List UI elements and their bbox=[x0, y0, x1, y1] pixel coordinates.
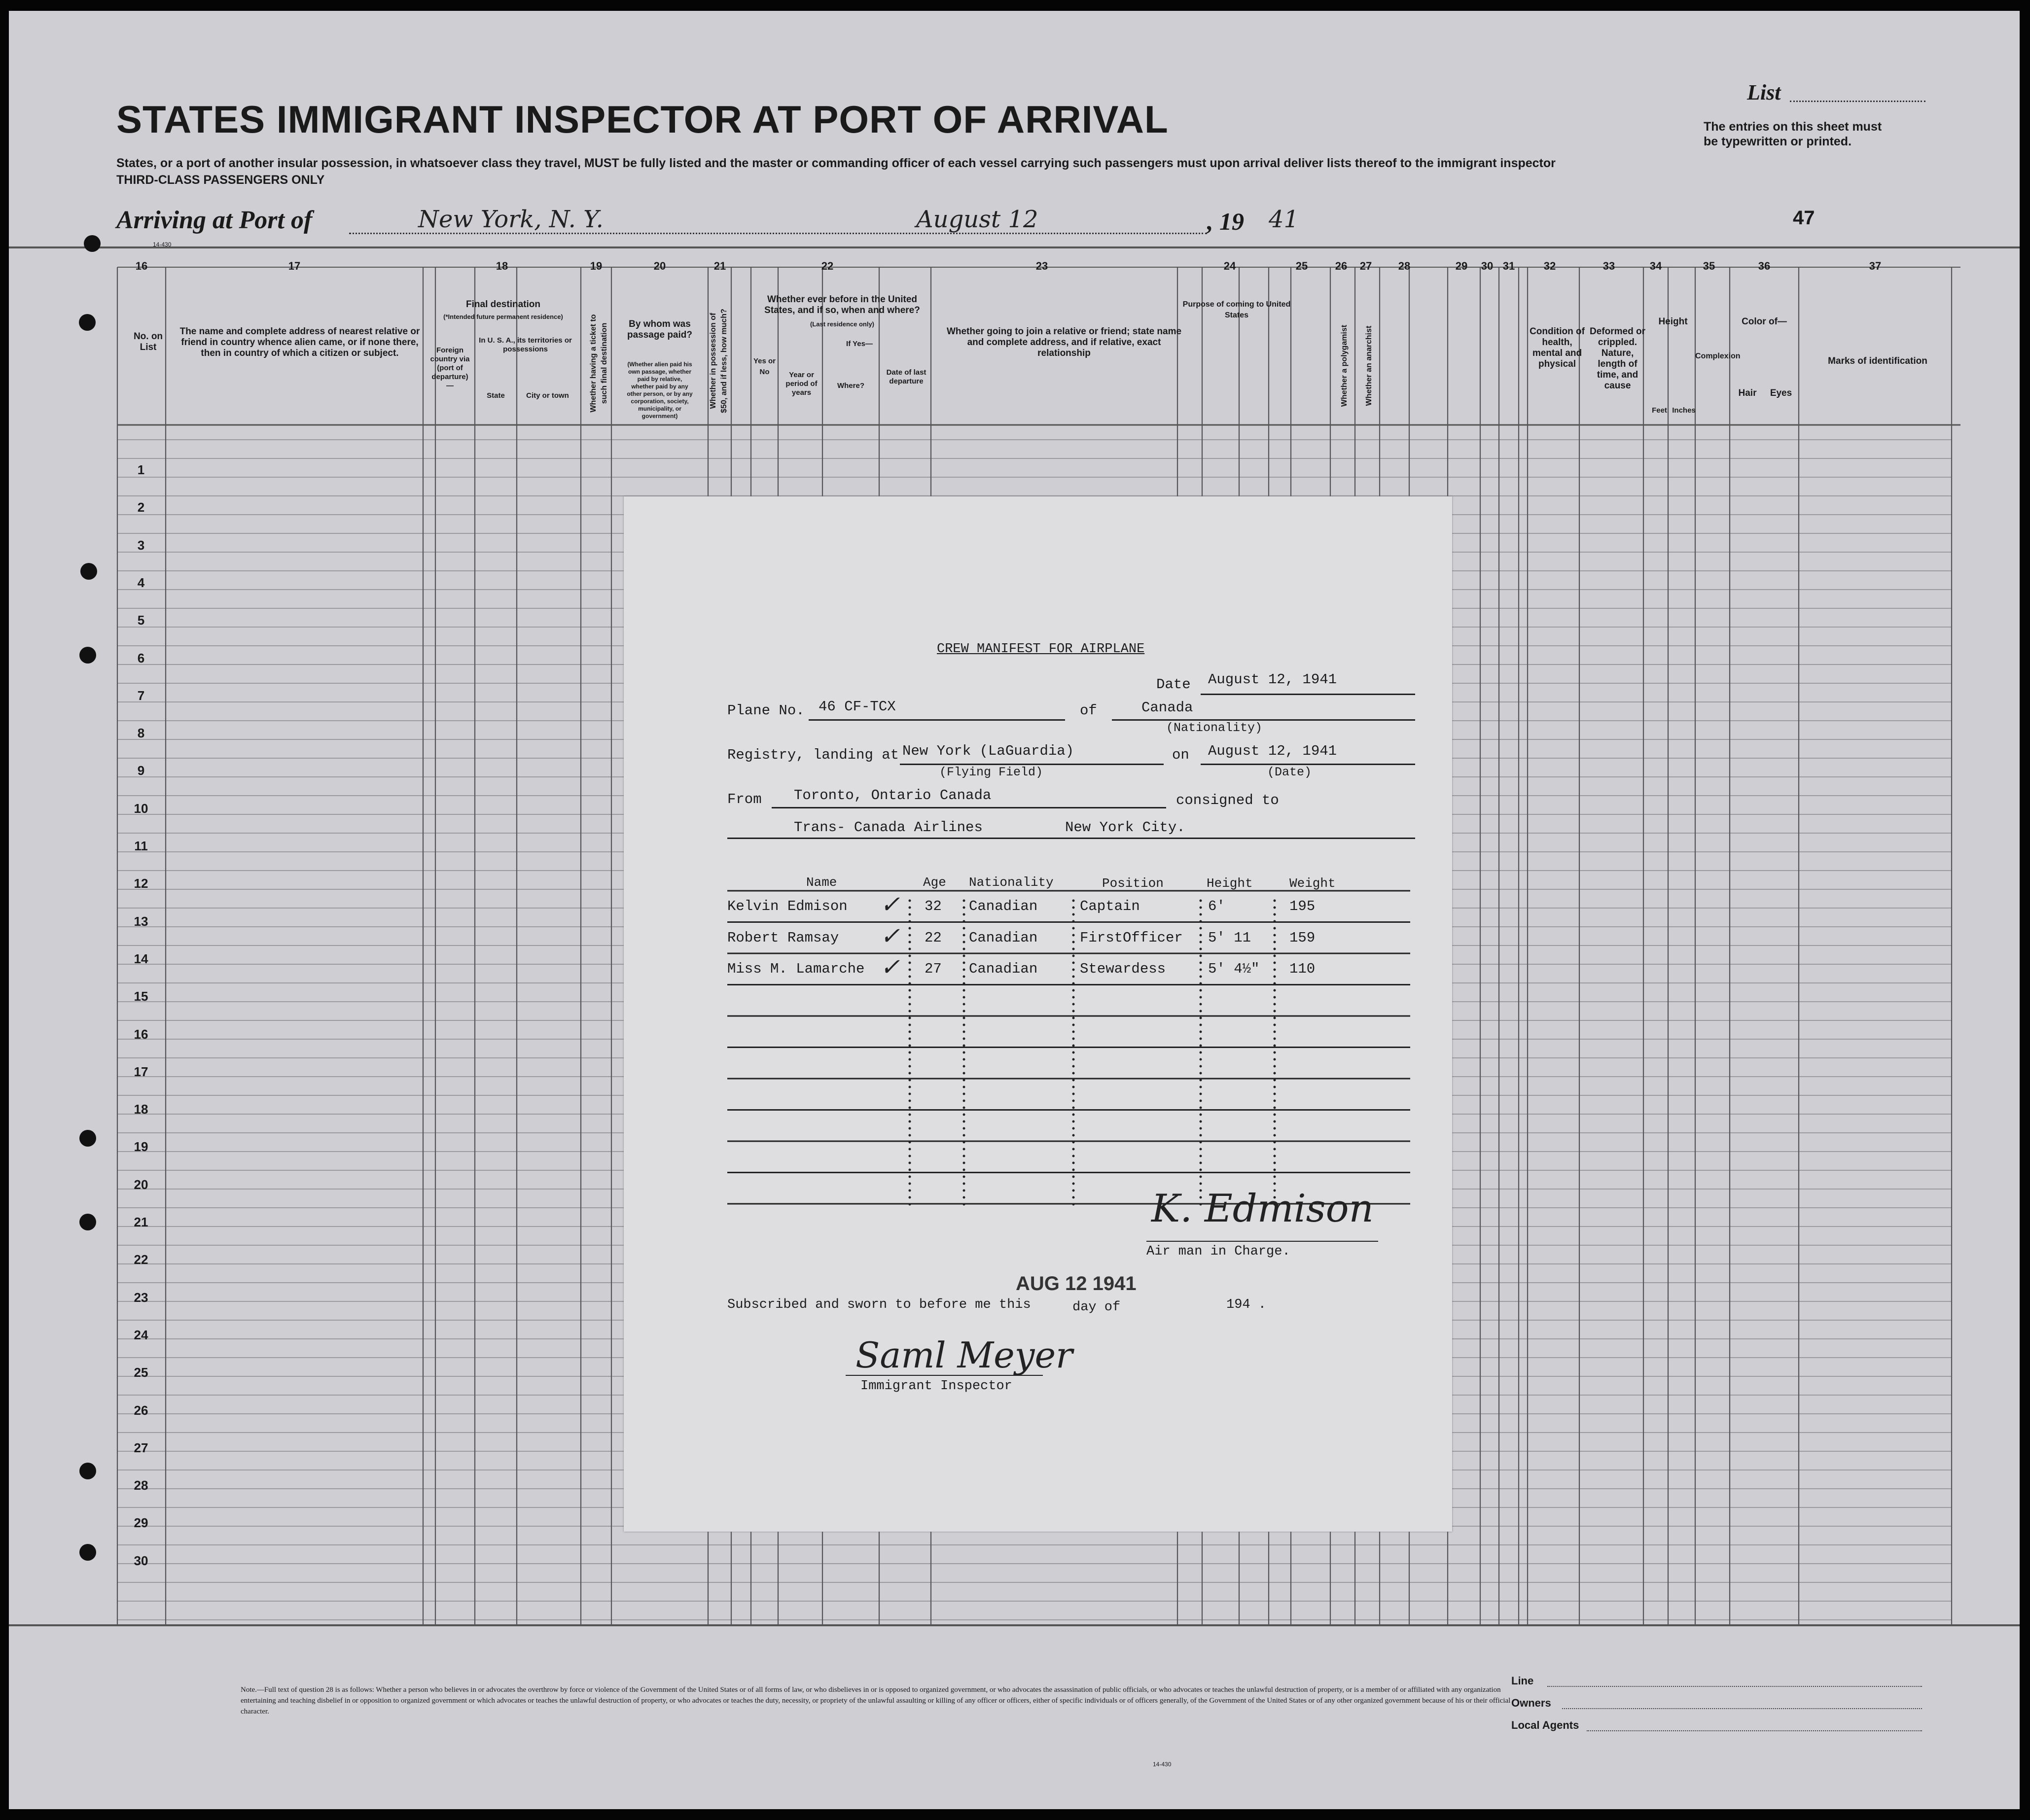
row-number: 18 bbox=[134, 1102, 148, 1117]
column-number: 27 bbox=[1359, 260, 1372, 272]
crew-weight: 159 bbox=[1289, 929, 1316, 946]
row-number: 3 bbox=[137, 537, 145, 553]
crew-weight: 195 bbox=[1289, 898, 1316, 914]
col36-hair: Hair bbox=[1738, 388, 1757, 398]
col22-yes-no: Yes or No bbox=[753, 357, 776, 376]
col18-header: Final destination bbox=[466, 299, 540, 310]
row-number: 24 bbox=[134, 1327, 148, 1342]
col26-header: Whether a polygamist bbox=[1340, 324, 1349, 407]
row-number: 17 bbox=[134, 1064, 148, 1079]
page-number: 47 bbox=[1793, 207, 1815, 229]
row-number: 25 bbox=[134, 1365, 148, 1380]
crew-position: FirstOfficer bbox=[1080, 929, 1183, 946]
list-label: List bbox=[1747, 80, 1781, 105]
crew-header-nationality: Nationality bbox=[969, 875, 1054, 890]
row-number: 16 bbox=[134, 1026, 148, 1042]
col16-header: No. on List bbox=[133, 331, 163, 352]
col22-years: Year or period of years bbox=[785, 371, 818, 397]
column-number: 17 bbox=[288, 260, 301, 272]
column-number: 21 bbox=[713, 260, 726, 272]
binder-hole bbox=[79, 314, 96, 331]
crew-height: 5' 4½" bbox=[1208, 961, 1260, 977]
row-number: 12 bbox=[134, 876, 148, 891]
row-number: 19 bbox=[134, 1139, 148, 1155]
row-number: 21 bbox=[134, 1215, 148, 1229]
entries-note-line-1: The entries on this sheet must bbox=[1704, 120, 1882, 134]
column-number: 22 bbox=[821, 260, 834, 272]
row-number: 30 bbox=[134, 1553, 148, 1568]
airman-signature: K. Edmison bbox=[1151, 1187, 1374, 1231]
field-value: New York (LaGuardia) bbox=[902, 743, 1074, 759]
row-number: 8 bbox=[137, 726, 145, 741]
row-number: 9 bbox=[137, 763, 145, 778]
date-handwritten: August 12 bbox=[916, 206, 1038, 233]
row-number: 15 bbox=[134, 989, 148, 1004]
row-number: 20 bbox=[134, 1177, 148, 1192]
consignee-city: New York City. bbox=[1065, 819, 1185, 836]
crew-position: Stewardess bbox=[1080, 961, 1166, 977]
row-number: 6 bbox=[137, 650, 145, 665]
form-code-bottom: 14-430 bbox=[1153, 1761, 1172, 1768]
row-number: 2 bbox=[137, 500, 145, 515]
binder-hole bbox=[79, 647, 96, 664]
col20-note: (Whether alien paid his own passage, whether paid by relative, whether paid by any other person, or by any corporation, society, municipality, or government) bbox=[627, 361, 693, 420]
col32-header: Condition of health, mental and physical bbox=[1530, 326, 1585, 369]
local-agents-label: Local Agents bbox=[1511, 1719, 1579, 1731]
crew-age: 32 bbox=[925, 898, 942, 914]
date-label: Date bbox=[1156, 676, 1191, 693]
col22-header: Whether ever before in the United States, and if so, when and where? bbox=[764, 294, 920, 315]
column-number: 23 bbox=[1035, 260, 1048, 272]
col17-header: The name and complete address of nearest relative or friend in country whence alien came, or if none there, then in country of which a citizen or subject. bbox=[179, 326, 420, 358]
crew-age: 27 bbox=[925, 961, 942, 977]
entries-note-line-2: be typewritten or printed. bbox=[1704, 135, 1852, 148]
col34-inches: Inches bbox=[1672, 406, 1696, 415]
column-number: 30 bbox=[1481, 260, 1494, 272]
column-number: 37 bbox=[1869, 260, 1882, 272]
plane-value: 46 CF-TCX bbox=[819, 699, 896, 715]
year-handwritten: 41 bbox=[1269, 206, 1299, 233]
col20-header: By whom was passage paid? bbox=[627, 319, 692, 340]
row-number: 23 bbox=[134, 1290, 148, 1305]
check-mark-icon: ✓ bbox=[880, 891, 900, 918]
row-number: 7 bbox=[137, 688, 145, 703]
line-blank bbox=[1547, 1686, 1922, 1687]
crew-nationality: Canadian bbox=[969, 898, 1038, 914]
crew-age: 22 bbox=[925, 929, 942, 946]
line-label: Line bbox=[1511, 1675, 1534, 1687]
crew-header-position: Position bbox=[1102, 876, 1164, 891]
arriving-label: Arriving at Port of bbox=[116, 206, 313, 234]
col18-foreign: Foreign country via (port of departure)— bbox=[430, 346, 470, 390]
col34-header: Height bbox=[1658, 316, 1688, 327]
col22-date: Date of last departure bbox=[886, 368, 926, 385]
row-number: 26 bbox=[134, 1402, 148, 1418]
col35-header: Complexion bbox=[1695, 352, 1741, 360]
row-number: 22 bbox=[134, 1252, 148, 1267]
crew-manifest-insert bbox=[624, 496, 1452, 1532]
inspector-caption: Immigrant Inspector bbox=[860, 1379, 1012, 1394]
column-number: 19 bbox=[590, 260, 603, 272]
footer-note: Note.—Full text of question 28 is as follows: Whether a person who believes in or advocates the overthrow by force or violence of the Government of the United States or of all forms of law, or who disbelieves in or is opposed to organized government, or who advocates the assassination of public officials, or who advocates or teaches the unlawful destruction of property, or is a member of or affiliated with any organization entertaining and teaching disbelief in or opposition to organized government or which advocates or teaches the unlawful destruction of property, or who advocates or teaches the duty, necessity, or propriety of the unlawful assaulting or killing of any officer or officers, either of specific individuals or of officers generally, of the Government of the United States or of any other organized government because of his or their official character. bbox=[241, 1686, 1511, 1715]
binder-hole bbox=[79, 1463, 96, 1479]
col18-usa: In U. S. A., its territories or possessions bbox=[479, 336, 572, 353]
manifest-sheet bbox=[9, 11, 2020, 1809]
binder-hole bbox=[79, 1544, 96, 1561]
plane-label: Plane No. bbox=[727, 702, 805, 719]
binder-hole bbox=[79, 1214, 96, 1230]
nationality-value: Canada bbox=[1141, 700, 1193, 716]
of-label: of bbox=[1080, 702, 1097, 719]
column-number: 36 bbox=[1758, 260, 1771, 272]
crew-weight: 110 bbox=[1289, 961, 1316, 977]
col18-state: State bbox=[487, 391, 505, 400]
row-number: 13 bbox=[134, 913, 148, 929]
column-number: 25 bbox=[1295, 260, 1308, 272]
year-blank: 194 . bbox=[1226, 1297, 1267, 1312]
row-number: 28 bbox=[134, 1478, 148, 1493]
column-number: 18 bbox=[496, 260, 508, 272]
check-mark-icon: ✓ bbox=[880, 922, 900, 950]
column-number: 26 bbox=[1335, 260, 1348, 272]
column-number: 35 bbox=[1703, 260, 1715, 272]
col34-feet: Feet bbox=[1652, 406, 1667, 415]
col22-if-yes: If Yes— bbox=[846, 340, 873, 348]
binder-hole bbox=[79, 1130, 96, 1147]
column-number: 24 bbox=[1223, 260, 1236, 272]
registry-label: Registry, landing at bbox=[727, 747, 899, 763]
consigned-label: consigned to bbox=[1176, 792, 1279, 808]
row-number: 4 bbox=[137, 575, 145, 590]
crew-nationality: Canadian bbox=[969, 961, 1038, 977]
row-number: 14 bbox=[134, 951, 148, 966]
column-number: 32 bbox=[1543, 260, 1556, 272]
crew-height: 5' 11 bbox=[1208, 929, 1251, 946]
crew-header-name: Name bbox=[806, 875, 837, 890]
airman-caption: Air man in Charge. bbox=[1146, 1244, 1290, 1259]
row-number: 29 bbox=[134, 1515, 148, 1531]
owners-label: Owners bbox=[1511, 1697, 1551, 1709]
crew-name: Robert Ramsay bbox=[727, 929, 839, 946]
landing-date: August 12, 1941 bbox=[1208, 743, 1337, 759]
form-title: STATES IMMIGRANT INSPECTOR AT PORT OF ARRIVAL bbox=[116, 98, 1169, 141]
binder-hole bbox=[84, 235, 101, 252]
binder-hole bbox=[80, 563, 97, 580]
check-mark-icon: ✓ bbox=[880, 953, 900, 981]
form-code-top: 14-430 bbox=[153, 241, 172, 248]
agents-blank bbox=[1587, 1730, 1922, 1731]
subtitle-line-2: THIRD-CLASS PASSENGERS ONLY bbox=[116, 173, 325, 187]
year-prefix: , 19 bbox=[1207, 208, 1244, 235]
from-value: Toronto, Ontario Canada bbox=[794, 787, 992, 804]
col37-header: Marks of identification bbox=[1828, 356, 1927, 366]
col19-header: Whether having a ticket to such final destination bbox=[589, 314, 608, 413]
row-number: 10 bbox=[134, 801, 148, 816]
col22-note: (Last residence only) bbox=[810, 320, 875, 328]
column-number: 34 bbox=[1649, 260, 1662, 272]
col36-header: Color of— bbox=[1742, 316, 1787, 327]
manifest-heading: CREW MANIFEST FOR AIRPLANE bbox=[937, 642, 1145, 657]
col24-header: Purpose of coming to United States bbox=[1182, 300, 1291, 319]
crew-header-weight: Weight bbox=[1289, 876, 1336, 891]
from-label: From bbox=[727, 791, 762, 807]
row-number: 1 bbox=[137, 462, 145, 477]
col33-header: Deformed or crippled. Nature, length of time, and cause bbox=[1590, 326, 1645, 391]
column-number: 29 bbox=[1455, 260, 1468, 272]
col18-note: (*Intended future permanent residence) bbox=[443, 313, 563, 320]
field-caption: (Flying Field) bbox=[939, 765, 1043, 779]
row-number: 27 bbox=[134, 1440, 148, 1455]
col27-header: Whether an anarchist bbox=[1365, 325, 1373, 406]
crew-header-height: Height bbox=[1207, 876, 1253, 891]
crew-table-lines bbox=[624, 496, 1452, 1532]
crew-height: 6' bbox=[1208, 898, 1225, 914]
column-number: 28 bbox=[1398, 260, 1411, 272]
on-label: on bbox=[1172, 747, 1189, 763]
port-handwritten: New York, N. Y. bbox=[418, 206, 604, 233]
col21-header: Whether in possession of $50, and if less, how much? bbox=[709, 309, 728, 413]
date-stamp: AUG 12 1941 bbox=[1016, 1273, 1137, 1295]
row-number: 5 bbox=[137, 613, 145, 628]
col23-header: Whether going to join a relative or friend; state name and complete address, and if relative, exact relationship bbox=[946, 326, 1182, 358]
consignee: Trans- Canada Airlines bbox=[794, 819, 983, 836]
subtitle-line-1: States, or a port of another insular possession, in whatsoever class they travel, MUST be fully listed and the master or commanding officer of each vessel carrying such passengers must upon arrival deliver lists thereof to the immigrant inspector bbox=[116, 156, 1556, 170]
crew-name: Kelvin Edmison bbox=[727, 898, 848, 914]
inspector-line bbox=[846, 1375, 1043, 1376]
nationality-caption: (Nationality) bbox=[1166, 721, 1263, 735]
column-number: 31 bbox=[1502, 260, 1515, 272]
col22-where: Where? bbox=[837, 382, 864, 390]
inspector-signature: Saml Meyer bbox=[855, 1334, 1073, 1376]
column-number: 20 bbox=[653, 260, 666, 272]
col18-city: City or town bbox=[526, 391, 569, 400]
crew-position: Captain bbox=[1080, 898, 1140, 914]
column-number: 16 bbox=[135, 260, 148, 272]
sworn-text: Subscribed and sworn to before me this bbox=[727, 1297, 1031, 1312]
row-number: 11 bbox=[134, 839, 148, 853]
column-number: 33 bbox=[1603, 260, 1615, 272]
crew-header-age: Age bbox=[923, 875, 946, 890]
airman-line bbox=[1146, 1241, 1378, 1242]
owners-blank bbox=[1562, 1708, 1922, 1709]
date-value: August 12, 1941 bbox=[1208, 671, 1337, 688]
landing-date-caption: (Date) bbox=[1267, 765, 1312, 779]
day-of-label: day of bbox=[1072, 1300, 1121, 1315]
year-prefix-text: 19 bbox=[1219, 208, 1244, 235]
crew-name: Miss M. Lamarche bbox=[727, 961, 865, 977]
crew-nationality: Canadian bbox=[969, 929, 1038, 946]
col36-eyes: Eyes bbox=[1770, 388, 1792, 398]
